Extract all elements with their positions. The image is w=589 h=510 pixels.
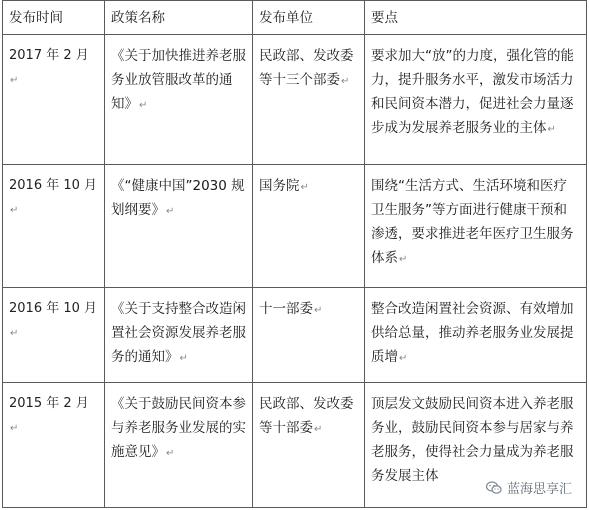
policy-table [2, 0, 587, 508]
policy-cell [105, 165, 253, 288]
date-text: 2016 年 10 月 [9, 301, 98, 316]
paragraph-mark-icon: ↵ [166, 206, 175, 217]
table-row [3, 165, 587, 288]
policy-text: 《关于加快推进养老服务业放管服改革的通知》 [111, 48, 246, 112]
watermark-text: 蓝海思享汇 [506, 482, 572, 497]
paragraph-mark-icon: ↵ [10, 328, 19, 339]
date-text: 2017 年 2 月 [9, 48, 89, 63]
date-cell [3, 165, 105, 288]
paragraph-mark-icon: ↵ [341, 76, 350, 87]
policy-cell [105, 383, 253, 508]
policy-cell [105, 35, 253, 165]
issuer-text: 十一部委 [259, 301, 313, 317]
points-cell [365, 288, 587, 383]
paragraph-mark-icon: ↵ [314, 424, 323, 435]
policy-text: 《“健康中国”2030 规划纲要》 [111, 178, 245, 218]
paragraph-mark-icon: ↵ [179, 353, 188, 364]
paragraph-mark-icon: ↵ [139, 100, 148, 111]
date-cell [3, 383, 105, 508]
paragraph-mark-icon: ↵ [10, 75, 19, 86]
date-text: 2016 年 10 月 [9, 178, 98, 193]
policy-text: 《关于支持整合改造闲置社会资源发展养老服务的通知》 [111, 301, 246, 365]
paragraph-mark-icon: ↵ [547, 124, 556, 135]
points-text: 顶层发文鼓励民间资本进入养老服务业，鼓励民间资本参与居家与养老服务，使得社会力量成为养老服务发展主体 [371, 396, 574, 484]
issuer-cell [253, 165, 365, 288]
issuer-cell [253, 288, 365, 383]
paragraph-mark-icon: ↵ [10, 205, 19, 216]
policy-text: 《关于鼓励民间资本参与养老服务业发展的实施意见》 [111, 396, 246, 460]
wechat-icon [486, 481, 502, 495]
paragraph-mark-icon: ↵ [300, 182, 309, 193]
points-text: 整合改造闲置社会资源、有效增加供给总量，推动养老服务业发展提质增 [371, 301, 574, 365]
paragraph-mark-icon: ↵ [399, 353, 408, 364]
watermark [483, 477, 575, 498]
header-points: 要点 [365, 1, 587, 35]
date-cell [3, 35, 105, 165]
points-cell [365, 165, 587, 288]
paragraph-mark-icon: ↵ [314, 305, 323, 316]
header-policy: 政策名称 [105, 1, 253, 35]
table-row [3, 35, 587, 165]
header-date: 发布时间 [3, 1, 105, 35]
points-text: 围绕“生活方式、生活环境和医疗卫生服务”等方面进行健康干预和渗透，要求推进老年医疗卫生服务体系 [371, 178, 574, 266]
points-cell [365, 35, 587, 165]
header-row [3, 1, 587, 35]
points-text: 要求加大“放”的力度，强化管的能力，提升服务水平，激发市场活力和民间资本潜力，促进社会力量逐步成为发展养老服务业的主体 [371, 48, 574, 136]
issuer-cell [253, 383, 365, 508]
issuer-cell [253, 35, 365, 165]
issuer-text: 民政部、发改委等十三个部委 [259, 48, 354, 88]
date-cell [3, 288, 105, 383]
table-row [3, 288, 587, 383]
date-text: 2015 年 2 月 [9, 396, 89, 411]
issuer-text: 国务院 [259, 178, 300, 194]
policy-cell [105, 288, 253, 383]
paragraph-mark-icon: ↵ [166, 448, 175, 459]
paragraph-mark-icon: ↵ [10, 423, 19, 434]
issuer-text: 民政部、发改委等十部委 [259, 396, 354, 436]
paragraph-mark-icon: ↵ [399, 254, 408, 265]
header-issuer: 发布单位 [253, 1, 365, 35]
